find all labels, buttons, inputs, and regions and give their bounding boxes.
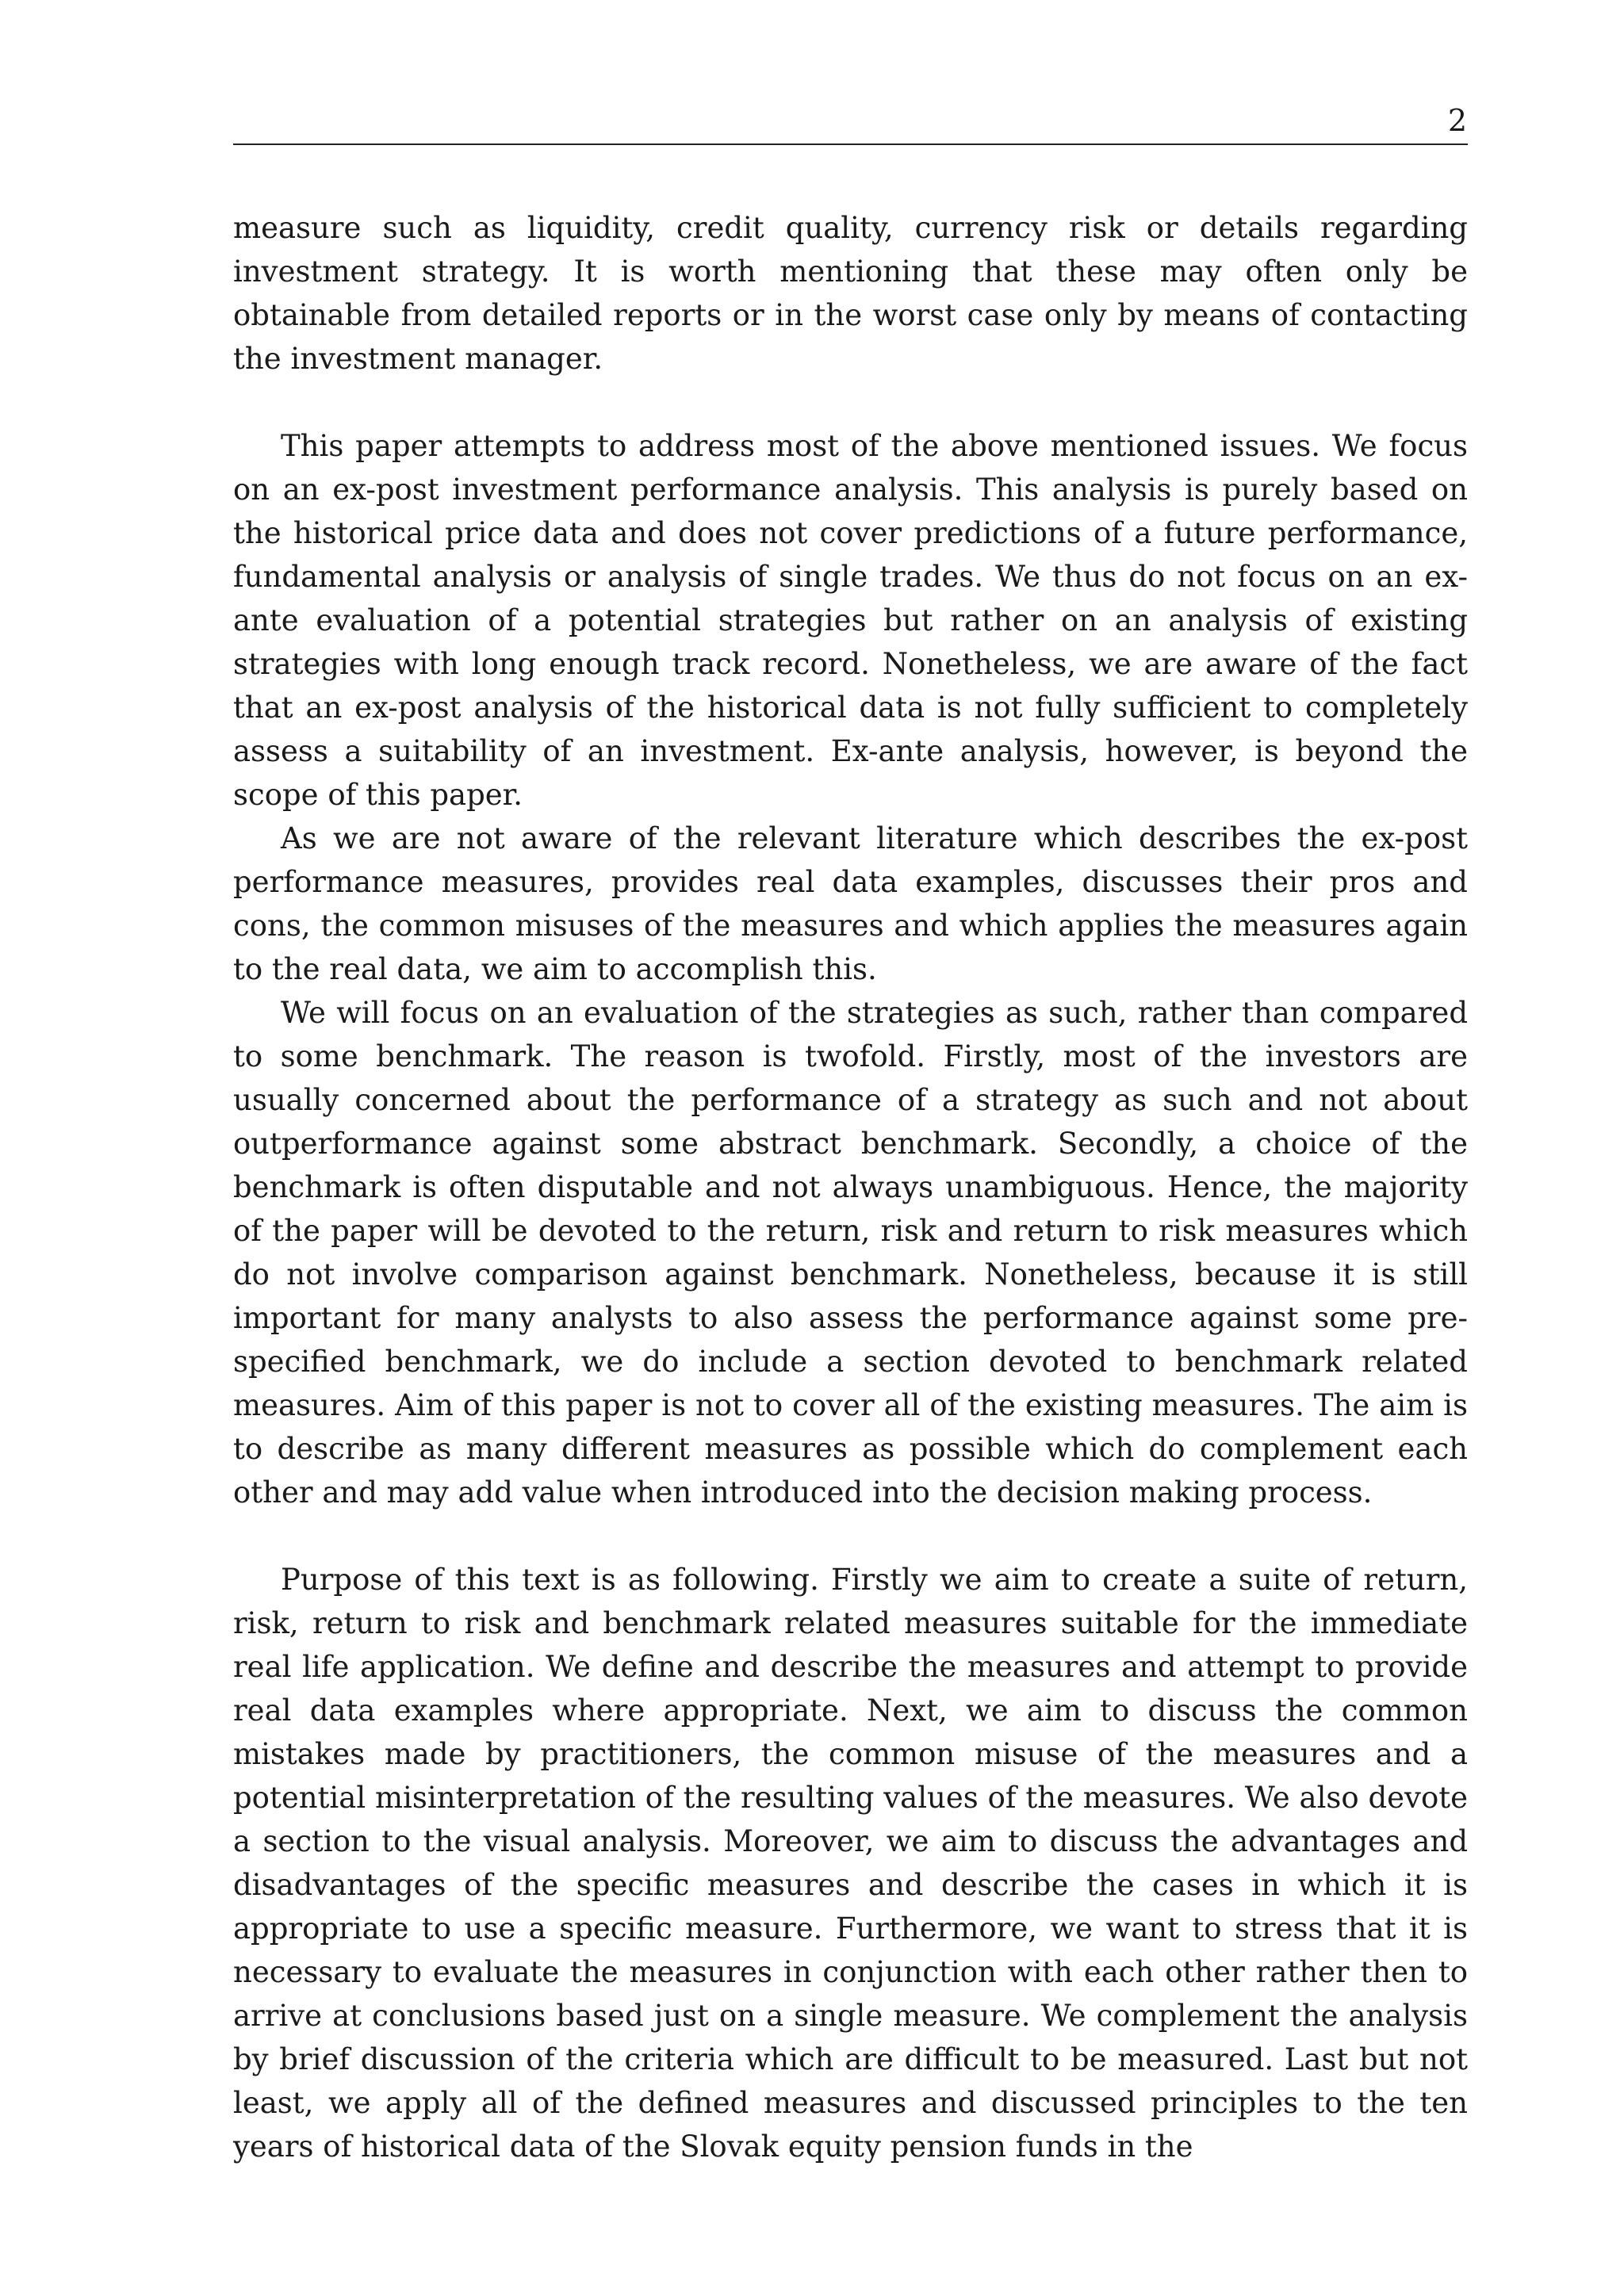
paragraph-4: We will focus on an evaluation of the strategies as such, rather than compared to some benchmark. The reason is twofold. Firstly, most of the investors are usually concerned about the performance of a strategy as such and not about outperformance against some abstract benchmark. Secondly, a choice of the benchmark is often disputable and not always unambiguous. Hence, the majority of the paper will be devoted to the return, risk and return to risk measures which do not involve comparison against benchmark. Nonetheless, because it is still important for many analysts to also assess the performance against some pre-specified benchmark, we do include a section devoted to benchmark related measures. Aim of this paper is not to cover all of the existing measures. The aim is to describe as many different measures as possible which do complement each other and may add value when introduced into the decision making process. [233, 996, 1468, 1510]
body-text [233, 206, 1468, 2168]
paragraph-5: Purpose of this text is as following. Firstly we aim to create a suite of return, risk, return to risk and benchmark related measures suitable for the immediate real life application. We define and describe the measures and attempt to provide real data examples where appropriate. Next, we aim to discuss the common mistakes made by practitioners, the common misuse of the measures and a potential misinterpretation of the resulting values of the measures. We also devote a section to the visual analysis. Moreover, we aim to discuss the advantages and disadvantages of the specific measures and describe the cases in which it is appropriate to use a specific measure. Furthermore, we want to stress that it is necessary to evaluate the measures in conjunction with each other rather then to arrive at conclusions based just on a single measure. We complement the analysis by brief discussion of the criteria which are difficult to be measured. Last but not least, we apply all of the defined measures and discussed principles to the ten years of historical data of the Slovak equity pension funds in the [233, 1563, 1468, 2164]
page-number: 2 [1447, 103, 1467, 138]
paragraph-1: measure such as liquidity, credit quality, currency risk or details regarding investment strategy. It is worth mentioning that these may often only be obtainable from detailed reports or in the worst case only by means of contacting the investment manager. [233, 211, 1468, 376]
header-rule [233, 144, 1468, 145]
paragraph-2: This paper attempts to address most of the above mentioned issues. We focus on an ex-post investment performance analysis. This analysis is purely based on the historical price data and does not cover predictions of a future performance, fundamental analysis or analysis of single trades. We thus do not focus on an ex-ante evaluation of a potential strategies but rather on an analysis of existing strategies with long enough track record. Nonetheless, we are aware of the fact that an ex-post analysis of the historical data is not fully sufficient to completely assess a suitability of an investment. Ex-ante analysis, however, is beyond the scope of this paper. [233, 429, 1468, 812]
paragraph-3: As we are not aware of the relevant literature which describes the ex-post performance measures, provides real data examples, discusses their pros and cons, the common misuses of the measures and which applies the measures again to the real data, we aim to accomplish this. [233, 821, 1468, 986]
